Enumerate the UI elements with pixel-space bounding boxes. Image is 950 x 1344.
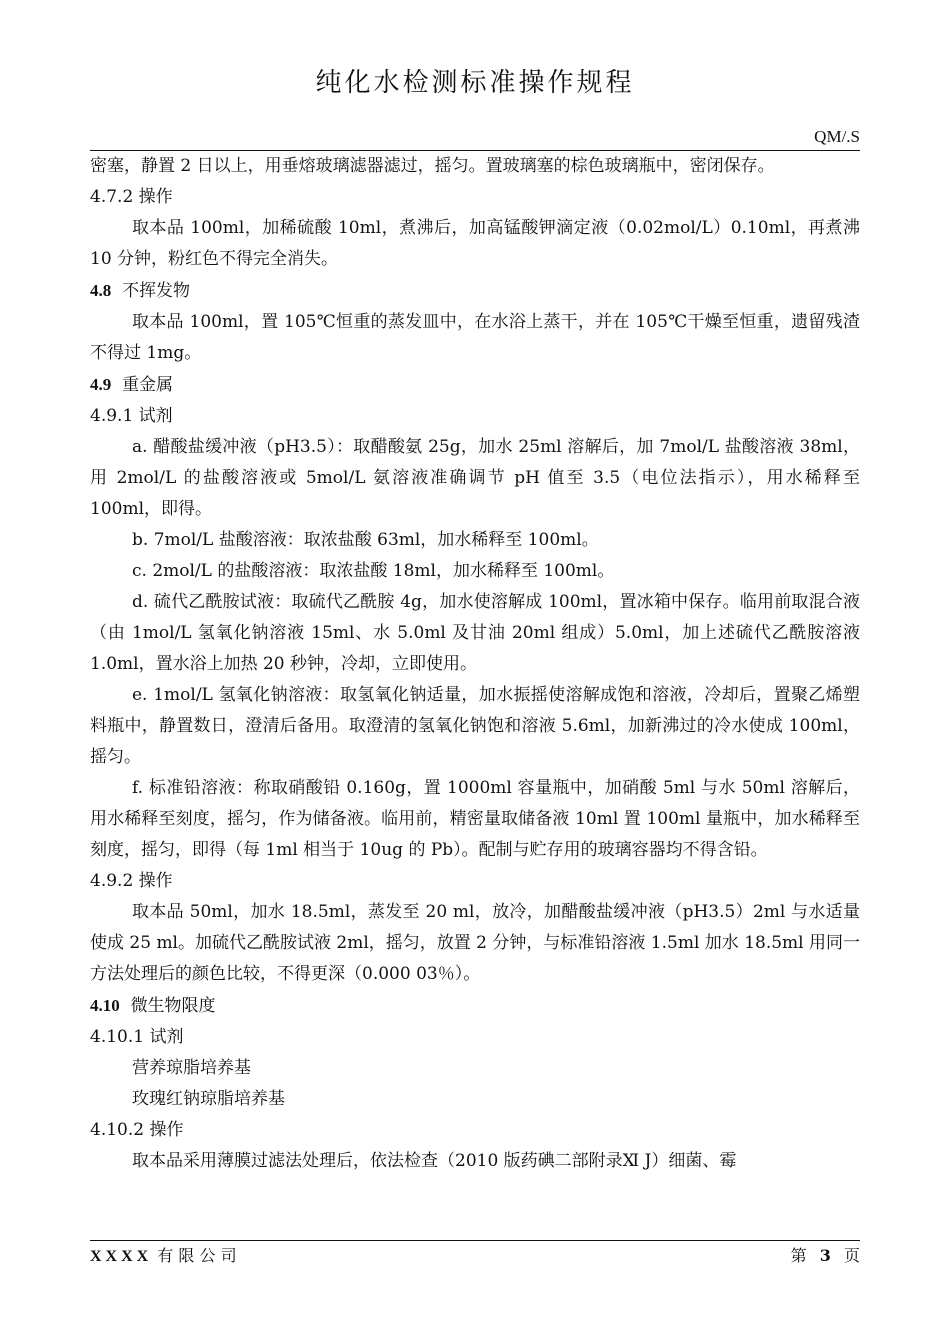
section-heading: [90, 990, 860, 1022]
paragraph: e. 1mol/L 氢氧化钠溶液：取氢氧化钠适量，加水振摇使溶解成饱和溶液，冷却后，置聚乙烯塑料瓶中，静置数日，澄清后备用。取澄清的氢氧化钠饱和溶液 5.6ml，加新沸过的冷水使成 100ml，摇匀。: [90, 685, 860, 767]
section-number: 4.9: [90, 375, 112, 394]
page-suffix: 页: [843, 1246, 860, 1265]
section-heading: [90, 275, 860, 307]
section-number: 4.10: [90, 996, 120, 1015]
section-heading: 4.7.2 操作: [90, 187, 173, 207]
document-body: [90, 151, 860, 1177]
section-title: 不挥发物: [122, 281, 191, 301]
page-number: [791, 1243, 860, 1266]
section-number: 4.8: [90, 281, 112, 300]
paragraph: c. 2mol/L 的盐酸溶液：取浓盐酸 18ml，加水稀释至 100ml。: [132, 561, 615, 581]
section-heading: 4.10.1 试剂: [90, 1027, 184, 1047]
section-title: 重金属: [122, 375, 174, 395]
footer-divider: [90, 1240, 860, 1241]
section-heading: [90, 369, 860, 401]
section-heading: 4.10.2 操作: [90, 1120, 184, 1140]
section-title: 微生物限度: [130, 996, 216, 1016]
paragraph: a. 醋酸盐缓冲液（pH3.5）：取醋酸氨 25g，加水 25ml 溶解后，加 7mol/L 盐酸溶液 38ml，用 2mol/L 的盐酸溶液或 5mol/L 氨溶液准确调节 pH 值至 3.5（电位法指示），用水稀释至 100ml，即得。: [90, 437, 860, 519]
company-name: XXXX: [90, 1248, 153, 1265]
paragraph: f. 标准铅溶液：称取硝酸铅 0.160g，置 1000ml 容量瓶中，加硝酸 5ml 与水 50ml 溶解后，用水稀释至刻度，摇匀，作为储备液。临用前，精密量取储备液 10ml 置 100ml 量瓶中，加水稀释至刻度，摇匀，即得（每 1ml 相当于 10ug 的 Pb）。配制与贮存用的玻璃容器均不得含铅。: [90, 778, 860, 860]
paragraph: d. 硫代乙酰胺试液：取硫代乙酰胺 4g，加水使溶解成 100ml，置冰箱中保存。临用前取混合液（由 1mol/L 氢氧化钠溶液 15ml、水 5.0ml 及甘油 20ml 组成）5.0ml，加上述硫代乙酰胺溶液 1.0ml，置水浴上加热 20 秒钟，冷却，立即使用。: [90, 592, 860, 674]
section-heading: 4.9.1 试剂: [90, 406, 173, 426]
page-prefix: 第: [790, 1246, 807, 1265]
paragraph: 取本品采用薄膜过滤法处理后，依法检查（2010 版药碘二部附录Ⅺ J）细菌、霉: [132, 1151, 737, 1171]
footer-company: [90, 1243, 237, 1266]
document-code: QM/.S: [814, 127, 860, 146]
paragraph: 取本品 100ml，置 105℃恒重的蒸发皿中，在水浴上蒸干，并在 105℃干燥至恒重，遗留残渣不得过 1mg。: [90, 312, 860, 363]
reagent-item: 营养琼脂培养基: [132, 1058, 251, 1078]
paragraph: 取本品 100ml，加稀硫酸 10ml，煮沸后，加高锰酸钾滴定液（0.02mol/L）0.10ml，再煮沸 10 分钟，粉红色不得完全消失。: [90, 218, 860, 269]
company-suffix: 有 限 公 司: [152, 1246, 237, 1265]
page-number-value: 3: [819, 1246, 831, 1265]
paragraph: b. 7mol/L 盐酸溶液：取浓盐酸 63ml，加水稀释至 100ml。: [132, 530, 599, 550]
reagent-item: 玫瑰红钠琼脂培养基: [132, 1089, 285, 1109]
paragraph: 密塞，静置 2 日以上，用垂熔玻璃滤器滤过，摇匀。置玻璃塞的棕色玻璃瓶中，密闭保存。: [90, 156, 775, 176]
paragraph: 取本品 50ml，加水 18.5ml，蒸发至 20 ml，放冷，加醋酸盐缓冲液（pH3.5）2ml 与水适量使成 25 ml。加硫代乙酰胺试液 2ml，摇匀，放置 2 分钟，与标准铅溶液 1.5ml 加水 18.5ml 用同一方法处理后的颜色比较，不得更深（0.000 03％）。: [90, 902, 861, 984]
document-title: 纯化水检测标准操作规程: [315, 68, 635, 98]
section-heading: 4.9.2 操作: [90, 871, 173, 891]
